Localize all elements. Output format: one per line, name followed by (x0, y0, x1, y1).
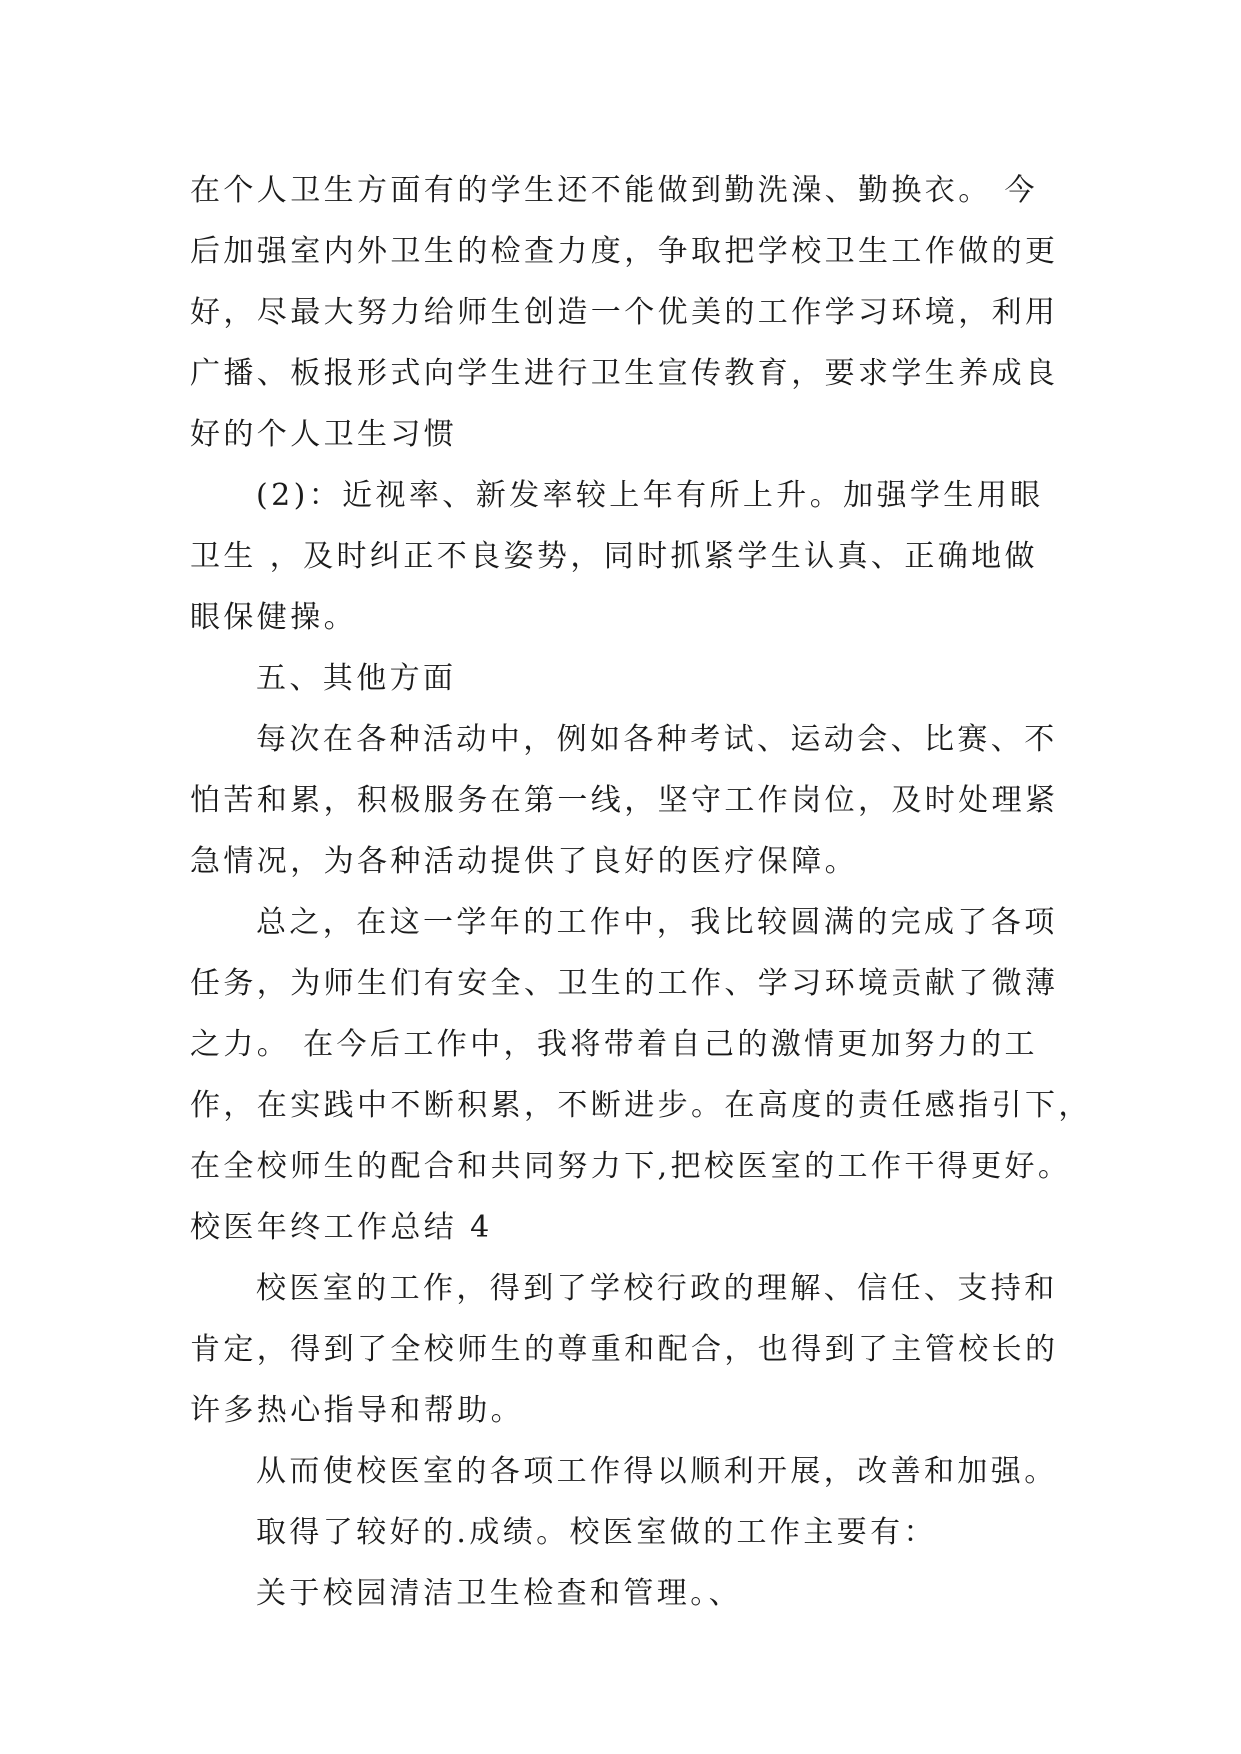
text-line: 广播、板报形式向学生进行卫生宣传教育，要求学生养成良 (190, 356, 1059, 391)
paragraph-personal-hygiene (190, 160, 1070, 465)
text-line: 卫生 ，及时纠正不良姿势，同时抓紧学生认真、正确地做 (190, 539, 1038, 574)
text-line: 许多热心指导和帮助。 (190, 1393, 524, 1428)
text-line: 总之，在这一学年的工作中，我比较圆满的完成了各项 (256, 905, 1058, 940)
text-line: 关于校园清洁卫生检查和管理。、 (256, 1576, 742, 1611)
text-line: 好的个人卫生习惯 (190, 417, 458, 452)
text-line: 好，尽最大努力给师生创造一个优美的工作学习环境，利用 (190, 295, 1059, 330)
text-line: 每次在各种活动中，例如各种考试、运动会、比赛、不 (256, 722, 1058, 757)
text-line: (2)：近视率、新发率较上年有所上升。加强学生用眼 (256, 478, 1044, 513)
text-line: 作，在实践中不断积累，不断进步。在高度的责任感指引下， (190, 1088, 1092, 1123)
paragraph-summary (190, 892, 1092, 1197)
text-line: 急情况，为各种活动提供了良好的医疗保障。 (190, 844, 858, 879)
paragraph-progress (190, 1441, 1070, 1502)
text-line: 怕苦和累，积极服务在第一线，坚守工作岗位，及时处理紧 (190, 783, 1059, 818)
text-line: 肯定，得到了全校师生的尊重和配合，也得到了主管校长的 (190, 1332, 1059, 1367)
text-line: 从而使校医室的各项工作得以顺利开展，改善和加强。 (256, 1454, 1058, 1489)
document-body (190, 160, 1092, 1624)
paragraph-activities (190, 709, 1070, 892)
text-line: 任务，为师生们有安全、卫生的工作、学习环境贡献了微薄 (190, 966, 1059, 1001)
text-line: 校医室的工作，得到了学校行政的理解、信任、支持和 (256, 1271, 1058, 1306)
text-line: 五、其他方面 (256, 661, 457, 696)
paragraph-results (190, 1502, 1070, 1563)
section-heading-other (190, 648, 1070, 709)
text-line: 在个人卫生方面有的学生还不能做到勤洗澡、勤换衣。 今 (190, 173, 1038, 208)
text-line: 之力。 在今后工作中，我将带着自己的激情更加努力的工 (190, 1027, 1038, 1062)
text-line: 后加强室内外卫生的检查力度，争取把学校卫生工作做的更 (190, 234, 1059, 269)
text-line: 校医年终工作总结 4 (190, 1210, 493, 1245)
paragraph-myopia (190, 465, 1070, 648)
text-line: 眼保健操。 (190, 600, 357, 635)
text-line: 在全校师生的配合和共同努力下,把校医室的工作干得更好。 (190, 1149, 1072, 1184)
document-section-title (190, 1197, 1070, 1258)
text-line: 取得了较好的.成绩。校医室做的工作主要有： (256, 1515, 937, 1550)
paragraph-recognition (190, 1258, 1070, 1441)
paragraph-campus-cleaning (190, 1563, 1070, 1624)
